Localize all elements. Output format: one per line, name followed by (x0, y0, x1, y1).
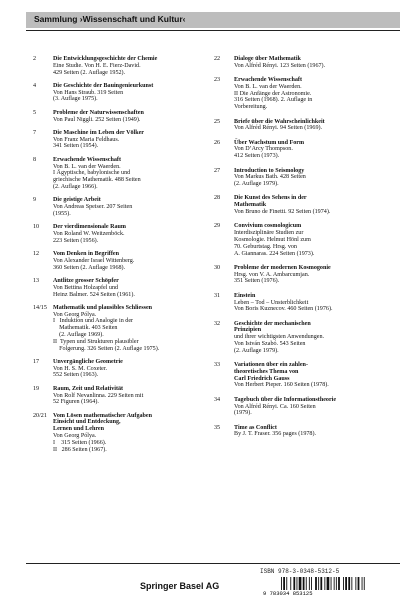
entry-line: Von B. L. van der Waerden. (234, 83, 302, 90)
barcode-bar (334, 577, 335, 590)
entry-number: 12 (33, 251, 40, 258)
book-entry (33, 197, 211, 217)
entry-title: Erwachende Wissenschaft (234, 77, 302, 84)
barcode-bar (309, 577, 310, 590)
entry-number: 27 (214, 167, 221, 174)
entry-number: 9 (33, 197, 37, 204)
entry-line: A. Giannaras. 224 Seiten (1973). (234, 250, 315, 257)
book-entry (33, 130, 211, 150)
entry-line: Von Andreas Speiser. 207 Seiten (53, 204, 133, 211)
entry-number: 5 (33, 109, 37, 116)
entry-title: Einstein (234, 292, 256, 299)
book-entry (214, 140, 398, 160)
entry-line: II 286 Seiten (1967). (53, 446, 107, 453)
entry-line: Von Georg Pólya. (53, 311, 97, 318)
entry-number: 8 (33, 156, 37, 163)
entry-line: II Die Anfänge der Astronomie. (234, 90, 312, 97)
barcode-bar (311, 577, 312, 590)
entry-number: 33 (214, 362, 221, 369)
right-book-list (214, 56, 398, 438)
entry-title: Über Wachstum und Form (234, 139, 305, 146)
entry-number: 22 (214, 56, 221, 62)
entry-line: und ihrer wichtigsten Anwendungen. (234, 334, 325, 341)
barcode-bar (318, 577, 319, 590)
barcode-bar (320, 577, 322, 590)
entry-title: Raum, Zeit und Relativität (53, 385, 124, 392)
barcode-number: 9 783034 853125 (263, 590, 313, 597)
book-entry (33, 251, 211, 271)
entry-line: (1955). (53, 210, 71, 217)
entry-title: Die Geschichte der Bauingenieurkunst (53, 82, 154, 89)
entry-number: 2 (33, 56, 37, 62)
entry-line: Von Hans Straub. 319 Seiten (53, 89, 124, 96)
book-entry (33, 359, 211, 379)
book-entry (214, 265, 398, 285)
entry-title: Introduction to Seismology (234, 167, 305, 174)
entry-title: Probleme der modernen Kosmogonie (234, 264, 331, 271)
book-entry (33, 413, 211, 454)
entry-title: Vom Denken in Begriffen (53, 251, 119, 258)
top-rule (26, 30, 400, 31)
barcode-bar (281, 577, 282, 590)
barcode-image (263, 577, 397, 597)
book-entry (214, 223, 398, 257)
entry-number: 25 (214, 118, 221, 125)
entry-number: 19 (33, 385, 40, 392)
entry-line: Von Alfréd Rényi. Ca. 160 Seiten (234, 403, 316, 410)
entry-number: 30 (214, 264, 221, 271)
entry-number: 14/15 (33, 304, 47, 311)
barcode-bar (286, 577, 287, 590)
barcode-bar (283, 577, 285, 590)
book-entry (214, 119, 398, 133)
entry-line: II Typen und Strukturen plausibler (53, 338, 139, 345)
entry-title: Convivium cosmologicum (234, 223, 302, 230)
entry-number: 26 (214, 139, 221, 146)
entry-line: Mathematik. 403 Seiten (53, 325, 118, 332)
entry-number: 34 (214, 396, 221, 403)
entry-title: Time as Conflict (234, 424, 277, 431)
entry-line: I Ägyptische, babylonische und (53, 170, 131, 177)
entry-line: (2. Auflage 1966). (53, 183, 98, 190)
book-entry (214, 425, 398, 439)
entry-line: 341 Seiten (1954). (53, 143, 99, 150)
entry-line: Vorbereitung. (234, 104, 268, 111)
book-entry (214, 77, 398, 111)
book-entry (33, 157, 211, 191)
entry-title: Die geistige Arbeit (53, 197, 101, 204)
entry-number: 35 (214, 424, 221, 431)
series-title: Sammlung ›Wissenschaft und Kultur‹ (34, 14, 186, 24)
entry-line: Heinz Balmer. 524 Seiten (1961). (53, 291, 135, 298)
entry-line: Von Herbert Pieper. 160 Seiten (1978). (234, 382, 329, 389)
entry-number: 29 (214, 223, 221, 230)
entry-line: Von Paul Niggli. 252 Seiten (1949). (53, 116, 141, 123)
book-entry (33, 278, 211, 298)
entry-line: Von Alexander Israel Wittenberg. (53, 257, 135, 264)
entry-line: Von Alfréd Rényi. 94 Seiten (1969). (234, 125, 323, 132)
barcode-bar (297, 577, 298, 590)
barcode-bar (351, 577, 352, 590)
entry-line: 70. Geburtstag. Hrsg. von (234, 243, 297, 250)
barcode-bar (299, 577, 302, 590)
entry-line: (1979). (234, 410, 252, 417)
entry-line: Interdisziplinäre Studien zur (234, 230, 304, 237)
entry-number: 4 (33, 82, 37, 89)
entry-number: 32 (214, 320, 221, 327)
entry-line: Von H. S. M. Coxeter. (53, 365, 108, 372)
entry-line: (2. Auflage 1969). (53, 332, 104, 338)
entry-line: 351 Seiten (1976). (234, 278, 280, 285)
entry-title: Mathematik und plausibles Schliessen (53, 304, 153, 311)
barcode-bar (315, 577, 317, 590)
barcode-bar (338, 577, 340, 590)
entry-number: 28 (214, 195, 221, 202)
entry-line: Von István Szabó. 543 Seiten (234, 341, 306, 347)
entry-line: Von Boris Kuznecov. 460 Seiten (1976). (234, 306, 333, 313)
entry-line: Kosmologie. Helmut Hönl zum (234, 236, 311, 243)
entry-title: Tagebuch über die Informationstheorie (234, 396, 337, 403)
book-entry (214, 293, 398, 313)
entry-line: Leben – Tod – Unsterblichkeit (234, 299, 309, 306)
book-entry (33, 386, 211, 406)
book-entry (214, 56, 398, 70)
left-book-list (33, 56, 211, 453)
barcode-bar (358, 577, 360, 590)
barcode-bar (336, 577, 337, 590)
entry-line: Von Roland W. Weitzenböck. (53, 230, 125, 237)
entry-title: Dialoge über Mathematik (234, 56, 301, 62)
book-entry (33, 83, 211, 103)
entry-line: I 315 Seiten (1966). (53, 439, 107, 446)
entry-title: Geschichte der mechanischen (234, 320, 311, 327)
barcode-bar (348, 577, 350, 590)
entry-line: 223 Seiten (1956). (53, 237, 99, 244)
barcode-bar (345, 577, 347, 590)
barcode-bar (306, 577, 307, 590)
entry-line: Von Markus Bath. 428 Seiten (234, 174, 306, 181)
book-entry (33, 110, 211, 124)
entry-line: Folgerung. 326 Seiten (2. Auflage 1975). (53, 345, 160, 352)
entry-title: Probleme der Naturwissenschaften (53, 109, 144, 116)
entry-number: 20/21 (33, 412, 47, 419)
barcode-bar (343, 577, 344, 590)
entry-title: Antlitze grosser Schöpfer (53, 277, 119, 284)
entry-title-line: Mathematik (234, 202, 267, 209)
series-header (26, 12, 400, 28)
entry-title: Die Maschine im Leben der Völker (53, 129, 145, 136)
entry-line: 429 Seiten (2. Auflage 1952). (53, 69, 126, 76)
barcode-bar (324, 577, 325, 590)
book-entry (33, 56, 211, 76)
book-entry (214, 168, 398, 188)
entry-title-line: Einsicht und Entdeckung, (53, 419, 121, 426)
entry-number: 17 (33, 358, 40, 365)
entry-number: 23 (214, 77, 221, 84)
bottom-rule (26, 563, 400, 564)
entry-line: Von Alfréd Rényi. 123 Seiten (1967). (234, 62, 326, 69)
entry-title: Der vierdimensionale Raum (53, 224, 127, 231)
entry-line: Von Rolf Nevanlinna. 229 Seiten mit (53, 392, 144, 399)
entry-line: Von Georg Pólya. (53, 433, 97, 440)
barcode-bar (364, 577, 365, 590)
entry-line: Von B. L. van der Waerden. (53, 163, 121, 170)
entry-line: I Induktion und Analogie in der (53, 318, 134, 325)
barcode-bar (331, 577, 332, 590)
entry-title: Variationen über ein zahlen- (234, 362, 308, 369)
book-entry (214, 397, 398, 417)
isbn-label: ISBN 978-3-0348-5312-5 (260, 568, 340, 575)
barcode-bar (362, 577, 363, 590)
entry-line: Eine Studie. Von H. E. Fierz-David. (53, 62, 141, 69)
entry-number: 10 (33, 224, 40, 231)
entry-line: 552 Seiten (1963). (53, 372, 99, 379)
entry-line: 360 Seiten (2. Auflage 1968). (53, 264, 126, 271)
entry-number: 13 (33, 277, 40, 284)
book-entry (33, 305, 211, 353)
barcode-bar (355, 577, 356, 590)
book-entry (33, 224, 211, 244)
entry-number: 7 (33, 129, 37, 136)
entry-title-line: Prinzipien (234, 327, 262, 334)
entry-title-line: theoretisches Thema von (234, 368, 299, 375)
entry-line: (2. Auflage 1979). (234, 181, 279, 188)
entry-title: Vom Lösen mathematischer Aufgaben (53, 412, 153, 419)
entry-title: Briefe über die Wahrscheinlichkeit (234, 118, 325, 125)
entry-line: (2. Auflage 1979). (234, 347, 279, 354)
entry-line: Von Bettina Holzapfel und (53, 284, 119, 291)
entry-line: Hrsg. von V. A. Ambarcumjan. (234, 271, 310, 278)
entry-line: 316 Seiten (1968). 2. Auflage in (234, 97, 313, 104)
book-entry (214, 195, 398, 215)
book-entry (214, 362, 398, 389)
entry-line: Von Bruno de Finetti. 92 Seiten (1974). (234, 209, 331, 216)
entry-number: 31 (214, 292, 221, 299)
entry-line: Von Franz Maria Feldhaus. (53, 136, 120, 143)
entry-title: Die Kunst des Sehens in der (234, 195, 307, 202)
barcode-bar (303, 577, 305, 590)
barcode-bar (293, 577, 295, 590)
book-entry (214, 321, 398, 355)
entry-line: griechische Mathematik. 488 Seiten (53, 177, 141, 184)
entry-line: 52 Figuren (1964). (53, 399, 99, 406)
entry-line: (3. Auflage 1975). (53, 96, 98, 103)
entry-title: Unvergängliche Geometrie (53, 358, 123, 365)
publisher-name: Springer Basel AG (140, 581, 220, 591)
entry-title-line: Lernen und Lehren (53, 426, 105, 433)
entry-line: Von D’Arcy Thompson. (234, 146, 293, 153)
entry-line: By J. T. Fraser. 356 pages (1978). (234, 431, 317, 438)
entry-title-line: Carl Friedrich Gauss (234, 375, 290, 382)
barcode-bar (290, 577, 291, 590)
entry-title: Die Entwicklungsgeschichte der Chemie (53, 56, 158, 62)
entry-line: 412 Seiten (1973). (234, 153, 280, 160)
entry-title: Erwachende Wissenschaft (53, 156, 121, 163)
barcode-bar (327, 577, 330, 590)
